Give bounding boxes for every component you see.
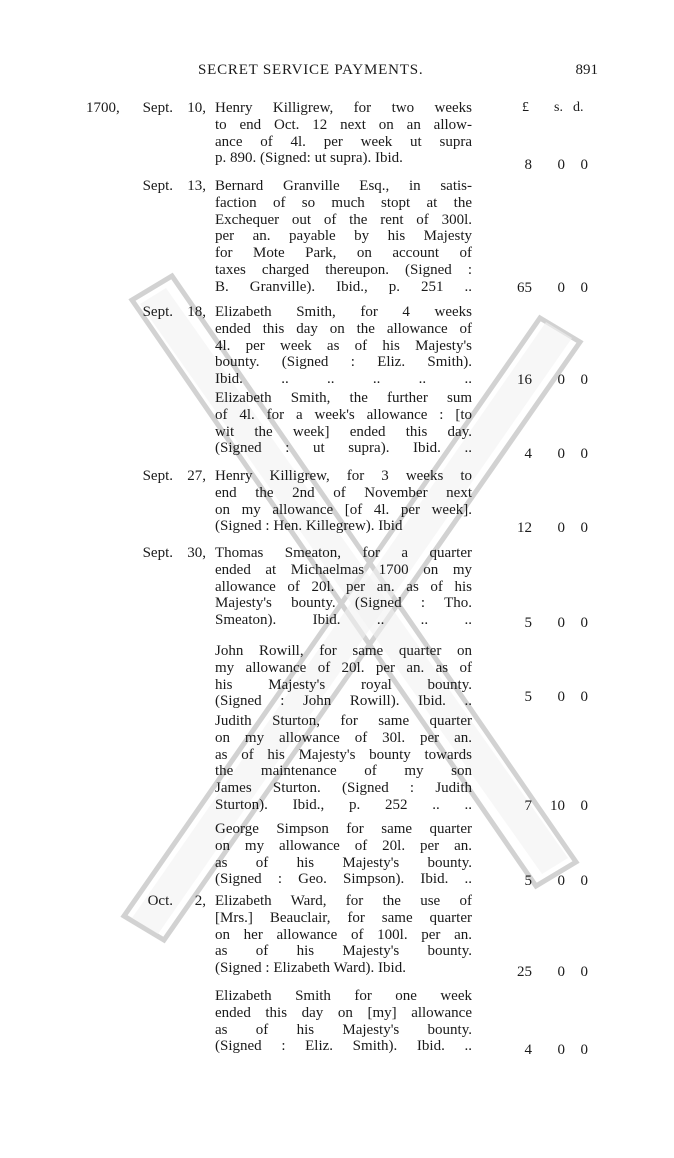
- amount-shillings: 0: [557, 157, 565, 173]
- amount-pence: 0: [580, 873, 588, 889]
- entry-text-line: B. Granville). Ibid., p. 251 ..: [215, 278, 472, 295]
- entry-year: 1700,: [86, 100, 120, 116]
- entry-text-line: on her allowance of 100l. per an.: [215, 926, 472, 943]
- entry-text-line: of 4l. for a week's allowance : [to: [215, 406, 472, 423]
- amount-pence: 0: [580, 798, 588, 814]
- pence-column-heading: d.: [573, 100, 584, 115]
- entry-text-line: the maintenance of my son: [215, 763, 472, 780]
- entry-text-line: Elizabeth Smith, the further sum: [215, 390, 472, 406]
- entry-text-line: ended this day on the allowance of: [215, 320, 472, 337]
- amount-pence: 0: [580, 689, 588, 705]
- entry-text-line: Elizabeth Ward, for the use of: [215, 893, 472, 909]
- amount-shillings: 0: [557, 964, 565, 980]
- amount-pence: 0: [580, 615, 588, 631]
- entry-text-line: (Signed : Geo. Simpson). Ibid. ..: [215, 871, 472, 888]
- amount-shillings: 0: [557, 615, 565, 631]
- entry-day: 18,: [187, 304, 206, 320]
- entry-text-line: bounty. (Signed : Eliz. Smith).: [215, 354, 472, 371]
- entry-text-line: faction of so much stopt at the: [215, 194, 472, 211]
- entry-text-line: 4l. per week as of his Majesty's: [215, 337, 472, 354]
- entry-text-line: as of his Majesty's bounty.: [215, 854, 472, 871]
- amount-pounds: 5: [524, 615, 532, 631]
- amount-pence: 0: [580, 446, 588, 462]
- amount-pounds: 4: [524, 446, 532, 462]
- amount-shillings: 10: [550, 798, 565, 814]
- entry-text-line: James Sturton. (Signed : Judith: [215, 780, 472, 797]
- entry-text-line: ended this day on [my] allowance: [215, 1004, 472, 1021]
- entry-text-line: as of his Majesty's bounty towards: [215, 746, 472, 763]
- entry-month: Sept.: [142, 468, 173, 484]
- entry-text-line: allowance of 20l. per an. as of his: [215, 578, 472, 595]
- entry-text-line: Bernard Granville Esq., in satis-: [215, 178, 472, 194]
- entry-month: Sept.: [142, 304, 173, 320]
- entry-day: 27,: [187, 468, 206, 484]
- amount-shillings: 0: [557, 689, 565, 705]
- page-header: [0, 62, 674, 86]
- amount-pounds: 25: [517, 964, 532, 980]
- entry-text-line: ended at Michaelmas 1700 on my: [215, 561, 472, 578]
- entry-text-line: on my allowance [of 4l. per week].: [215, 501, 472, 518]
- amount-pence: 0: [580, 1042, 588, 1058]
- amount-pounds: 7: [524, 798, 532, 814]
- entry-text-line: Henry Killigrew, for two weeks: [215, 100, 472, 116]
- entry-text-line: (Signed : Eliz. Smith). Ibid. ..: [215, 1038, 472, 1055]
- entry-text-line: Majesty's bounty. (Signed : Tho.: [215, 595, 472, 612]
- amount-pounds: 65: [517, 280, 532, 296]
- entry-text-line: my allowance of 20l. per an. as of: [215, 659, 472, 676]
- entry-text-line: Exchequer out of the rent of 300l.: [215, 211, 472, 228]
- entry-text-line: to end Oct. 12 next on an allow-: [215, 116, 472, 133]
- entry-text-line: wit the week] ended this day.: [215, 423, 472, 440]
- entry-month: Oct.: [147, 893, 173, 909]
- shillings-column-heading: s.: [554, 100, 563, 115]
- amount-pounds: 4: [524, 1042, 532, 1058]
- entry-text-line: (Signed : John Rowill). Ibid. ..: [215, 693, 472, 710]
- entry-text-line: on my allowance of 30l. per an.: [215, 729, 472, 746]
- amount-pounds: 5: [524, 689, 532, 705]
- amount-pence: 0: [580, 280, 588, 296]
- entry-month: Sept.: [142, 178, 173, 194]
- amount-shillings: 0: [557, 873, 565, 889]
- entry-day: 10,: [187, 100, 206, 116]
- entry-month: Sept.: [142, 545, 173, 561]
- amount-pence: 0: [580, 157, 588, 173]
- entry-text-line: (Signed : Hen. Killegrew). Ibid: [215, 518, 403, 535]
- entry-text-line: Smeaton). Ibid. .. .. ..: [215, 612, 472, 629]
- entry-text-line: (Signed : Elizabeth Ward). Ibid.: [215, 960, 406, 977]
- entry-text-line: taxes charged thereupon. (Signed :: [215, 262, 472, 278]
- entry-text-line: end the 2nd of November next: [215, 484, 472, 501]
- entry-text-line: Ibid. .. .. .. .. ..: [215, 371, 472, 388]
- amount-pence: 0: [580, 520, 588, 536]
- entry-text-line: (Signed : ut supra). Ibid. ..: [215, 440, 472, 457]
- amount-pounds: 12: [517, 520, 532, 536]
- running-title: SECRET SERVICE PAYMENTS.: [198, 62, 424, 78]
- amount-pounds: 8: [524, 157, 532, 173]
- amount-pence: 0: [580, 964, 588, 980]
- entry-text-line: George Simpson for same quarter: [215, 821, 472, 837]
- entry-day: 30,: [187, 545, 206, 561]
- amount-shillings: 0: [557, 1042, 565, 1058]
- amount-pounds: 16: [517, 372, 532, 388]
- entry-text-line: Elizabeth Smith for one week: [215, 988, 472, 1004]
- entry-text-line: per an. payable by his Majesty: [215, 228, 472, 245]
- entry-text-line: for Mote Park, on account of: [215, 245, 472, 262]
- entry-text-line: Sturton). Ibid., p. 252 .. ..: [215, 797, 472, 813]
- amount-pence: 0: [580, 372, 588, 388]
- entry-text-line: as of his Majesty's bounty.: [215, 943, 472, 960]
- amount-shillings: 0: [557, 520, 565, 536]
- entry-text-line: on my allowance of 20l. per an.: [215, 837, 472, 854]
- entry-day: 13,: [187, 178, 206, 194]
- page-number: 891: [575, 62, 598, 78]
- entry-text-line: Henry Killigrew, for 3 weeks to: [215, 468, 472, 484]
- amount-shillings: 0: [557, 280, 565, 296]
- entry-text-line: Thomas Smeaton, for a quarter: [215, 545, 472, 561]
- entry-text-line: ance of 4l. per week ut supra: [215, 133, 472, 150]
- amount-shillings: 0: [557, 372, 565, 388]
- entry-month: Sept.: [142, 100, 173, 116]
- entry-text-line: p. 890. (Signed: ut supra). Ibid.: [215, 150, 403, 167]
- entry-text-line: John Rowill, for same quarter on: [215, 643, 472, 659]
- amount-shillings: 0: [557, 446, 565, 462]
- entry-text-line: Elizabeth Smith, for 4 weeks: [215, 304, 472, 320]
- entry-text-line: his Majesty's royal bounty.: [215, 676, 472, 693]
- pounds-column-heading: £: [522, 100, 529, 115]
- entry-text-line: [Mrs.] Beauclair, for same quarter: [215, 909, 472, 926]
- entry-day: 2,: [194, 893, 206, 909]
- entry-text-line: Judith Sturton, for same quarter: [215, 713, 472, 729]
- amount-pounds: 5: [524, 873, 532, 889]
- entry-text-line: as of his Majesty's bounty.: [215, 1021, 472, 1038]
